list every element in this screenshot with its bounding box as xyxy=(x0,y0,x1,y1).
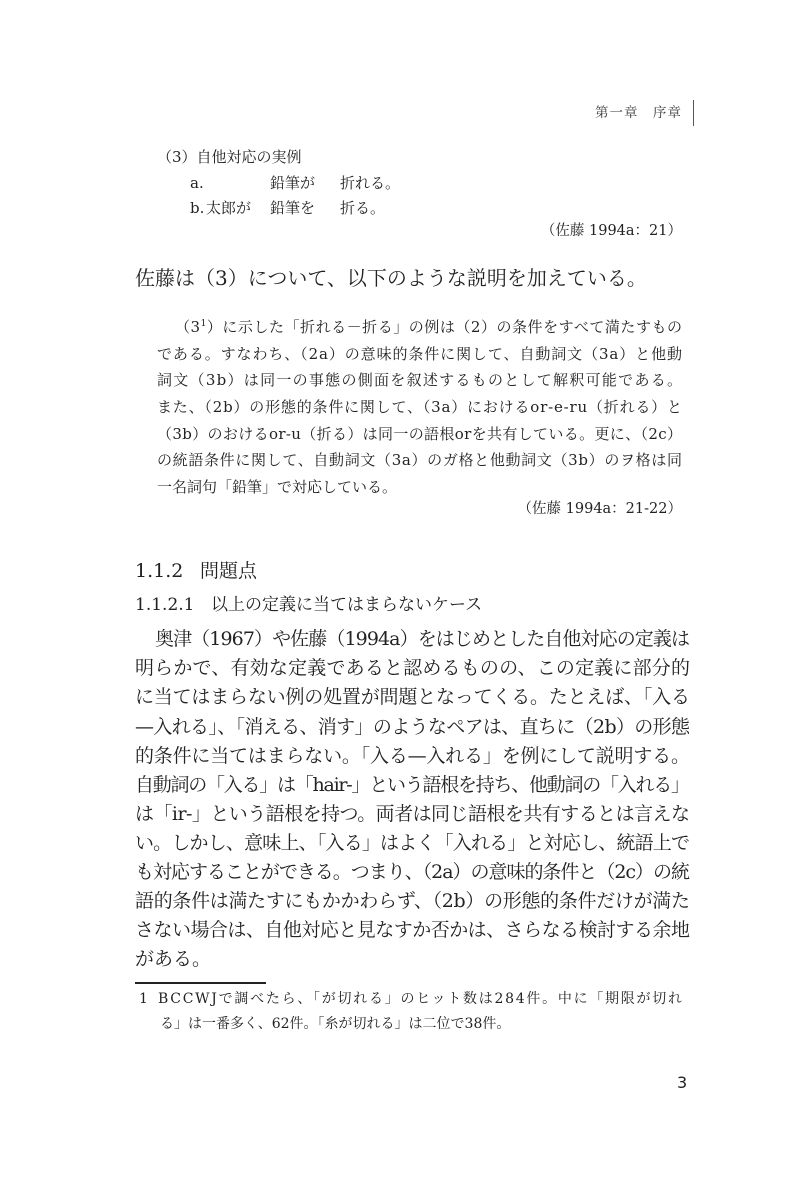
example-title: （3）自他対応の実例 xyxy=(157,148,302,166)
header-divider xyxy=(693,100,694,126)
body-line: がある。 xyxy=(135,948,212,970)
quote-line: また、（2b）の形態的条件に関して、（3a）におけるor-e-ru（折れる）と xyxy=(157,398,683,416)
subsection-number: 1.1.2.1 xyxy=(135,595,195,615)
intro-sentence: 佐藤は（3）について、以下のような説明を加えている。 xyxy=(135,266,647,290)
section-title: 問題点 xyxy=(200,560,258,582)
body-line: 奥津（1967）や佐藤（1994a）をはじめとした自他対応の定義は xyxy=(155,628,690,650)
body-line: も対応することができる。つまり、（2a）の意味的条件と（2c）の統 xyxy=(135,861,689,883)
body-line: 明らかで、有効な定義であると認めるものの、この定義に部分的 xyxy=(135,657,691,679)
quote-line: （3b）のおけるor-u（折る）は同一の語根orを共有している。更に、（2c） xyxy=(157,425,683,443)
body-line: 的条件に当てはまらない。「入る—入れる」を例にして説明する。 xyxy=(135,745,690,767)
page-number: 3 xyxy=(677,1073,688,1092)
quote-line: の統語条件に関して、自動詞文（3a）のガ格と他動詞文（3b）のヲ格は同 xyxy=(157,451,683,469)
quote-line xyxy=(175,318,682,336)
subsection-title: 以上の定義に当てはまらないケース xyxy=(211,595,483,615)
example-row-a-object: 鉛筆が xyxy=(270,174,316,192)
quote-text: ）に示した「折れる－折る」の例は（2）の条件をすべて満たすもの xyxy=(206,318,683,336)
example-row-a-label: a. xyxy=(190,174,204,192)
quote-text: （3 xyxy=(175,318,201,336)
footnote-line: BCCWJで調べたら、「が切れる」のヒット数は284件。中に「期限が切れ xyxy=(158,991,684,1007)
footnote-marker: 1 xyxy=(139,991,148,1007)
body-line: —入れる」、「消える、消す」のようなペアは、直ちに（2b）の形態 xyxy=(135,716,690,738)
footnote-rule xyxy=(135,982,266,984)
footnote-line: る」は一番多く、62件。「糸が切れる」は二位で38件。 xyxy=(160,1016,511,1032)
example-row-b-object: 鉛筆を xyxy=(270,199,316,217)
body-line: さない場合は、自他対応と見なすか否かは、さらなる検討する余地 xyxy=(135,919,690,941)
section-number: 1.1.2 xyxy=(135,560,184,582)
quote-line: 一名詞句「鉛筆」で対応している。 xyxy=(157,478,398,496)
footnote-reference: 1 xyxy=(200,319,207,329)
quote-citation: （佐藤 1994a：21-22） xyxy=(517,501,682,517)
body-line: 自動詞の「入る」は「hair-」という語根を持ち、他動詞の「入れる」 xyxy=(135,774,689,796)
body-line: は「ir-」という語根を持つ。両者は同じ語根を共有するとは言えな xyxy=(135,803,690,825)
body-line: い。しかし、意味上、「入る」はよく「入れる」と対応し、統語上で xyxy=(135,832,690,854)
body-line: 語的条件は満たすにもかかわらず、（2b）の形態的条件だけが満た xyxy=(135,890,690,912)
quote-line: 詞文（3b）は同一の事態の側面を叙述するものとして解釈可能である。 xyxy=(157,371,684,389)
example-row-b-verb: 折る。 xyxy=(340,199,386,217)
running-header: 第一章 序章 xyxy=(595,105,682,121)
example-row-b-subject: 太郎が xyxy=(206,199,252,217)
body-line: に当てはまらない例の処置が問題となってくる。たとえば、「入る xyxy=(135,686,690,708)
example-citation: （佐藤 1994a：21） xyxy=(540,223,682,239)
quote-line: である。すなわち、（2a）の意味的条件に関して、自動詞文（3a）と他動 xyxy=(157,345,683,363)
example-row-b-label: b. xyxy=(190,199,205,217)
example-row-a-verb: 折れる。 xyxy=(340,174,401,192)
